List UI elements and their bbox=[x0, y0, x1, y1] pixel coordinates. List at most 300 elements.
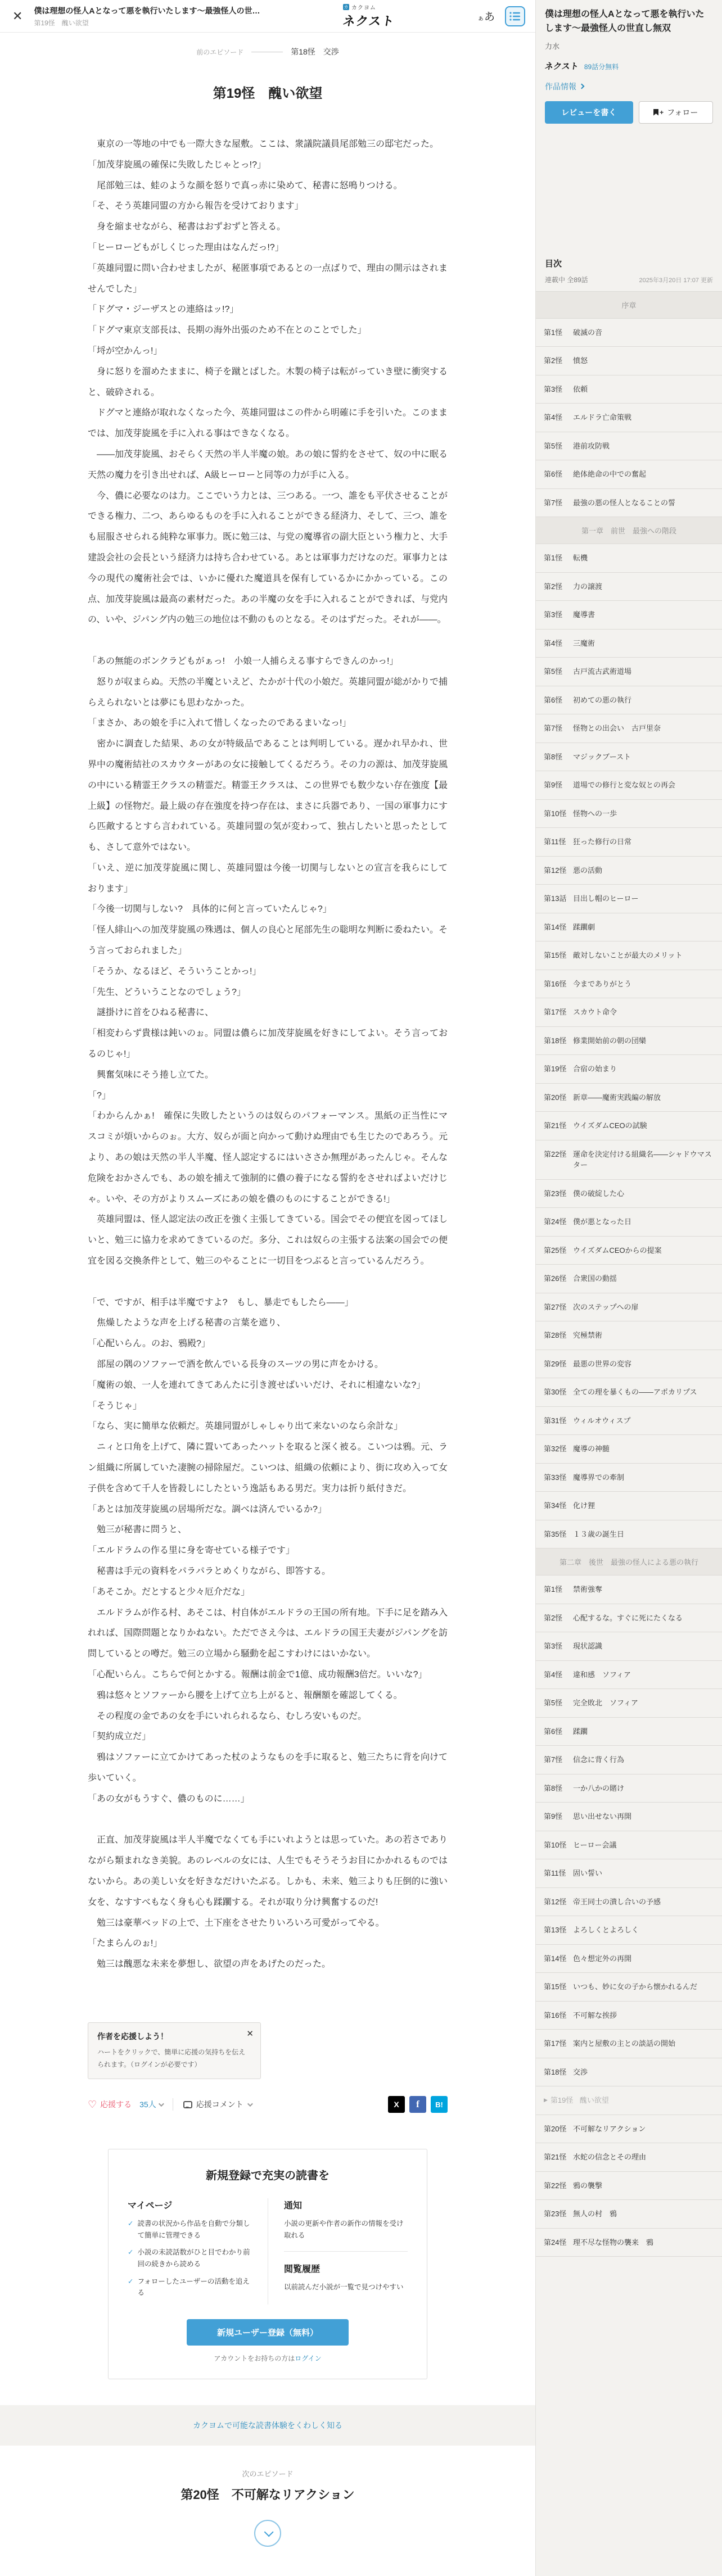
paragraph: 英雄同盟は、怪人認定法の改正を強く主張してきている。国会でその便宜を図ってほしいと、勉三に協力を求めてきているのだ。多分、これは奴らの主張する法案の国会での便宜を図る交換条件として、勉三のやることに一切目をつぶると言っているんだろう。 bbox=[88, 1215, 448, 1266]
episode-title: 敵対しないことが最大のメリット bbox=[573, 951, 683, 960]
sidebar-author[interactable]: 力水 bbox=[545, 42, 560, 51]
paragraph: ニィと口角を上げて、隣に置いてあったハットを取ると深く被る。こいつは鴉。元、ラン組織に所属していた凄腕の掃除屋だ。こいつは、組織の依頼により、街に攻め入って女子供を含めて千人を皆殺しにしたという逸話もある男だ。実力は折り紙付きだ。 bbox=[88, 1442, 448, 1493]
paragraph: 「わからんかぁ! 確保に失敗したというのは奴らのパフォーマンス。黒紙の正当性にマスコミが煩いからのぉ。大方、奴らが面と向かって動けぬ理由でも生じたのであろう。元より、あの娘は天然の半人半魔、怪人認定するにはいささか無理があったんじゃ。そんな危険をおかさんでも、あの娘を捕えて強制的に儂の養子になる誓約をさせればよいだけじゃ。いや、その方がよりスムーズにあの娘を儂のものにすることができる!」 bbox=[88, 1111, 448, 1204]
toc-section-header: 序章 bbox=[536, 292, 722, 319]
episode-title: 帝王同士の潰し合いの予感 bbox=[573, 1897, 661, 1906]
toc-item[interactable] bbox=[536, 1774, 722, 1803]
paragraph: 身に怒りを溜めたままに、椅子を蹴とばした。木製の椅子は転がっていき壁に衝突すると、破砕される。 bbox=[88, 366, 448, 397]
signup-button-wrap bbox=[128, 2319, 408, 2346]
episode-title: 固い誓い bbox=[573, 1869, 603, 1878]
next-wordmark: ネクスト bbox=[341, 14, 396, 28]
history-title: 閲覧履歴 bbox=[284, 2265, 321, 2275]
toc-item[interactable] bbox=[536, 1803, 722, 1831]
paragraph: その程度の金であの女を手にいれられるなら、むしろ安いものだ。 bbox=[88, 1711, 367, 1721]
episode-number: 第11怪 bbox=[544, 1869, 566, 1878]
episode-title: 全ての理を暴くもの――アポカリプス bbox=[573, 1388, 697, 1397]
episode-title: １３歳の誕生日 bbox=[573, 1529, 625, 1538]
episode-title: 不可解なリアクション bbox=[573, 2124, 646, 2133]
follow-button[interactable] bbox=[639, 101, 713, 124]
paragraph: 部屋の隅のソファーで酒を飲んでいる長身のスーツの男に声をかける。 bbox=[88, 1360, 383, 1370]
paragraph: 密かに調査した結果、あの女が特級品であることは判明している。遅かれ早かれ、世界中の魔術結社のスカウターがあの女に接触してくるだろう。その力の源は、加茂芽旋風の中にいる精霊王クラスの精霊だ。精霊王クラスは、この世界でも数少ない存在強度【最上級】の怪物だ。最上級の存在強度を持つ存在は、まさに兵器であり、一国の軍事力にすら匹敵するとすら言われている。英雄同盟の気が変わって、独占したいと思ったとしても、さして意外ではない。 bbox=[88, 739, 448, 853]
episode-title: 道場での修行と変な奴との再会 bbox=[573, 781, 676, 790]
next-logo-small: ネクスト bbox=[544, 61, 579, 71]
notice-title: 通知 bbox=[284, 2201, 303, 2211]
episode-number: 第9怪 bbox=[544, 781, 563, 790]
work-info-label: 作品情報 bbox=[545, 82, 576, 91]
cheer-section bbox=[88, 2022, 448, 2113]
episode-number: 第3怪 bbox=[544, 610, 563, 619]
next-episode-title: 第20怪 不可解なリアクション bbox=[180, 2487, 355, 2502]
episode-title: 怪物との出会い 古戸里奈 bbox=[573, 724, 661, 733]
episode-title: 理不尽な怪物の襲来 鴉 bbox=[573, 2238, 654, 2247]
toc-item[interactable] bbox=[536, 1265, 722, 1293]
episode-title: 憤怒 bbox=[573, 356, 588, 365]
font-size-button[interactable] bbox=[477, 8, 495, 24]
episode-number: 第6怪 bbox=[544, 1727, 563, 1736]
paragraph bbox=[88, 1272, 448, 1293]
toc-item[interactable] bbox=[536, 1520, 722, 1549]
login-prefix: アカウントをお持ちの方は bbox=[214, 2354, 295, 2362]
paragraph: 「あの無能のボンクラどもがぁっ! 小娘一人捕らえる事すらできんのかっ!」 bbox=[88, 656, 399, 666]
toc-item[interactable] bbox=[536, 1027, 722, 1056]
paragraph: 「ドグマ東京支部長は、長期の海外出張のため不在とのことでした」 bbox=[88, 325, 367, 336]
previous-episode-title: 第18怪 交渉 bbox=[291, 47, 339, 56]
episode-number: 第4怪 bbox=[544, 639, 563, 648]
episode-title: 現状認識 bbox=[573, 1642, 603, 1651]
episode-title: 港前攻防戦 bbox=[573, 441, 610, 450]
episode-title: 違和感 ソフィア bbox=[573, 1670, 631, 1679]
chevron-right-icon bbox=[579, 84, 585, 89]
episode-title: 不可解な挨拶 bbox=[573, 2011, 617, 2020]
episode-number: 第28怪 bbox=[544, 1331, 567, 1340]
work-info-link[interactable] bbox=[545, 81, 713, 92]
close-icon[interactable]: ✕ bbox=[246, 2029, 254, 2039]
episode-number: 第2怪 bbox=[544, 1613, 563, 1622]
episode-number: 第3怪 bbox=[544, 384, 563, 393]
toc-item[interactable] bbox=[536, 404, 722, 432]
paragraph: 「まさか、あの娘を手に入れて惜しくなったのであるまいなっ!」 bbox=[88, 718, 351, 728]
toc-item[interactable] bbox=[536, 941, 722, 970]
episode-number: 第21怪 bbox=[544, 2153, 567, 2162]
notice-text: 小説の更新や作者の新作の情報を受け取れる bbox=[284, 2220, 404, 2239]
write-review-button[interactable]: レビューを書く bbox=[545, 101, 633, 124]
toc-item[interactable] bbox=[536, 828, 722, 857]
paragraph: 「ドグマ・ジーザスとの連絡はッ!?」 bbox=[88, 305, 239, 315]
checklist-item bbox=[128, 2247, 254, 2270]
toc-item[interactable] bbox=[536, 800, 722, 829]
toc-section-header: 第二章 後世 最強の怪人による悪の執行 bbox=[536, 1549, 722, 1576]
toc-item[interactable] bbox=[536, 1945, 722, 1973]
checklist-item bbox=[128, 2218, 254, 2241]
checklist-text: フォローしたユーザーの活動を追える bbox=[137, 2277, 250, 2297]
episode-number: 第20怪 bbox=[544, 2124, 567, 2133]
cheer-comments-dropdown[interactable] bbox=[183, 2099, 251, 2110]
episode-article bbox=[88, 82, 448, 1975]
toc-item[interactable] bbox=[536, 885, 722, 913]
toc-item[interactable] bbox=[536, 1689, 722, 1718]
paragraph: 「契約成立だ」 bbox=[88, 1732, 151, 1742]
toc-item[interactable] bbox=[536, 1180, 722, 1208]
episode-title: ウイズダムCEOからの提案 bbox=[573, 1246, 662, 1255]
episode-title: 鴉の襲撃 bbox=[573, 2181, 603, 2190]
episode-title: 僕が悪となった日 bbox=[573, 1217, 632, 1226]
toc-item[interactable] bbox=[536, 1661, 722, 1690]
toc-item[interactable] bbox=[536, 1237, 722, 1265]
episode-title: 目出し帽のヒーロー bbox=[573, 894, 639, 903]
episode-title: 思い出せない再開 bbox=[573, 1812, 632, 1821]
chevron-down-icon bbox=[247, 2101, 253, 2107]
episode-title: 最強の悪の怪人となることの誓 bbox=[573, 498, 676, 507]
toc-item[interactable] bbox=[536, 544, 722, 573]
episode-number: 第16怪 bbox=[544, 2011, 567, 2020]
check-icon: ✓ bbox=[128, 2277, 134, 2285]
toc-item[interactable] bbox=[536, 630, 722, 658]
paragraph: 勉三が秘書に問うと、 bbox=[88, 1525, 187, 1535]
updated-date: 2025年3月20日 17:07 更新 bbox=[639, 277, 713, 284]
episode-title: よろしくとよろしく bbox=[573, 1926, 639, 1935]
paragraph: 「そうか、なるほど、そういうことかっ!」 bbox=[88, 966, 261, 976]
episode-number: 第1怪 bbox=[544, 328, 563, 337]
toc-item[interactable] bbox=[536, 857, 722, 885]
paragraph: 尾部勉三は、蛙のような顔を怒りで真っ赤に染めて、秘書に怒鳴りつける。 bbox=[88, 180, 403, 191]
episode-title: 怪物への一歩 bbox=[573, 809, 617, 818]
toc-item[interactable] bbox=[536, 1746, 722, 1774]
toc-item[interactable] bbox=[536, 460, 722, 489]
episode-number: 第24怪 bbox=[544, 1217, 567, 1226]
paragraph: 「たまらんのぉ!」 bbox=[88, 1939, 163, 1949]
toc-item[interactable] bbox=[536, 1378, 722, 1407]
toc-item[interactable] bbox=[536, 1831, 722, 1860]
episode-number: 第17怪 bbox=[544, 2039, 567, 2048]
sidebar-work-title[interactable]: 僕は理想の怪人Aとなって悪を執行いたします～最強怪人の世直し無双 bbox=[545, 10, 705, 33]
toc-title: 目次 bbox=[545, 259, 562, 269]
toc-item[interactable] bbox=[536, 658, 722, 686]
episode-number: 第4怪 bbox=[544, 413, 563, 422]
paragraph: 鴉は悠々とソファーから腰を上げて立ち上がると、報酬額を確認してくる。 bbox=[88, 1690, 403, 1700]
kakuyomu-info-band bbox=[0, 2405, 535, 2446]
toc-item[interactable] bbox=[536, 714, 722, 743]
paragraph: 「心配いらん。のお、鴉殿?」 bbox=[88, 1339, 210, 1349]
episode-title: 破滅の音 bbox=[573, 328, 603, 337]
episode-title: 魔導の神髄 bbox=[573, 1445, 610, 1454]
signup-title: 新規登録で充実の読書を bbox=[206, 2170, 330, 2183]
episode-number: 第33怪 bbox=[544, 1473, 567, 1482]
episode-title: 三魔術 bbox=[573, 639, 595, 648]
toc-item[interactable] bbox=[536, 913, 722, 942]
signup-card bbox=[108, 2149, 427, 2379]
toc-item[interactable] bbox=[536, 1492, 722, 1520]
cheer-button[interactable] bbox=[88, 2099, 132, 2111]
episode-title: 古戸流古武術道場 bbox=[573, 667, 632, 676]
toc-item[interactable] bbox=[536, 2002, 722, 2030]
previous-episode-link[interactable] bbox=[0, 33, 535, 63]
episode-body bbox=[88, 134, 448, 1975]
comment-bubble-icon bbox=[183, 2101, 192, 2108]
episode-number: 第13怪 bbox=[544, 1926, 567, 1935]
episode-title: 僕の破綻した心 bbox=[573, 1189, 625, 1198]
episode-title: 信念に背く行為 bbox=[573, 1755, 625, 1764]
episode-number: 第24怪 bbox=[544, 2238, 567, 2247]
kakuyomu-badge-icon: カ bbox=[344, 4, 349, 10]
episode-title: 化け狸 bbox=[573, 1501, 595, 1510]
episode-title: 蹂躙劇 bbox=[573, 922, 595, 931]
check-icon: ✓ bbox=[128, 2220, 134, 2228]
paragraph: 勉三は醜悪な未来を夢想し、欲望の声をあげたのだった。 bbox=[88, 1959, 331, 1970]
episode-title: 悪の活動 bbox=[573, 866, 603, 875]
paragraph: ドグマと連絡が取れなくなった今、英雄同盟はこの件から明確に手を引いた。このままでは、加茂芽旋風を手に入れる事はできなくなる。 bbox=[88, 408, 448, 439]
kakuyomu-logo-row bbox=[343, 3, 395, 11]
episode-number: 第6怪 bbox=[544, 695, 563, 704]
episode-number: 第12怪 bbox=[544, 1897, 567, 1906]
toc-item[interactable] bbox=[536, 970, 722, 999]
history-text: 以前読んだ小説が一覧で見つけやすい bbox=[284, 2283, 404, 2292]
login-link[interactable]: ログイン bbox=[295, 2354, 322, 2362]
checklist-text: 読書の状況から作品を自動で分類して簡単に管理できる bbox=[137, 2220, 250, 2239]
episode-number: 第15怪 bbox=[544, 951, 567, 960]
toc-item[interactable] bbox=[536, 1435, 722, 1464]
episode-number: 第14怪 bbox=[544, 922, 567, 931]
toc-item[interactable] bbox=[536, 743, 722, 772]
toc-item[interactable] bbox=[536, 489, 722, 518]
serial-status: 連載中 全89話 bbox=[545, 275, 588, 284]
cheer-count-dropdown[interactable] bbox=[139, 2099, 163, 2110]
next-episode-label: 次のエピソード bbox=[242, 2469, 294, 2478]
toc-item[interactable] bbox=[536, 319, 722, 347]
topbar-titles bbox=[34, 5, 260, 28]
episode-title: ヒーロー会議 bbox=[573, 1840, 617, 1849]
episode-number: 第1怪 bbox=[544, 1585, 563, 1594]
paragraph: エルドラムが作る村、あそこは、村自体がエルドラの王国の所有地。下手に足を踏み入れれば、国際問題となりかねない。ただでさえ今は、エルドラの国王夫妻がジパングを訪問しているとの噂だ。勉三の立場から騒動を起こすわけにはいかない。 bbox=[88, 1608, 448, 1659]
episode-title: 力の譲渡 bbox=[573, 582, 603, 591]
paragraph: 鴉はソファーに立てかけてあった杖のようなものを手に取ると、勉三たちに背を向けて歩いていく。 bbox=[88, 1753, 448, 1783]
toc-item[interactable] bbox=[536, 2143, 722, 2172]
toc-item[interactable] bbox=[536, 686, 722, 715]
toc-item[interactable] bbox=[536, 347, 722, 375]
episode-title: 禁術強奪 bbox=[573, 1585, 603, 1594]
paragraph: 「で、ですが、相手は半魔ですよ? もし、暴走でもしたら――」 bbox=[88, 1297, 354, 1307]
toc-item[interactable] bbox=[536, 1140, 722, 1180]
toc-item[interactable] bbox=[536, 1718, 722, 1746]
episode-number: 第2怪 bbox=[544, 582, 563, 591]
episode-number: 第8怪 bbox=[544, 1783, 563, 1792]
episode-title: エルドラ亡命策戦 bbox=[573, 413, 632, 422]
episode-title: 究極禁術 bbox=[573, 1331, 603, 1340]
paragraph: 「ヒーローどもがしくじった理由はなんだっ!?」 bbox=[88, 242, 284, 252]
episode-number: 第3怪 bbox=[544, 1642, 563, 1651]
episode-title: 転機 bbox=[573, 554, 588, 563]
toc-item-current[interactable] bbox=[536, 2086, 722, 2115]
episode-title: 最悪の世界の変容 bbox=[573, 1359, 632, 1368]
episode-title: 完全敗北 ソフィア bbox=[573, 1699, 638, 1708]
paragraph: 謎掛けに首をひねる秘書に、 bbox=[88, 1008, 214, 1018]
paragraph: 東京の一等地の中でも一際大きな屋敷。ここは、衆議院議員尾部勉三の邸宅だった。 bbox=[88, 139, 439, 149]
toc-item[interactable] bbox=[536, 601, 722, 630]
paragraph: 「エルドラムの作る里に身を寄せている様子です」 bbox=[88, 1546, 295, 1556]
toc-item[interactable] bbox=[536, 1859, 722, 1888]
episode-number: 第5怪 bbox=[544, 441, 563, 450]
episode-title: 修業開始前の朝の団欒 bbox=[573, 1036, 647, 1045]
mypage-title: マイページ bbox=[128, 2201, 173, 2211]
heart-icon: ♡ bbox=[88, 2098, 97, 2110]
episode-number: 第22怪 bbox=[544, 2181, 567, 2190]
episode-number: 第5怪 bbox=[544, 1699, 563, 1708]
checklist-item bbox=[128, 2276, 254, 2299]
signup-columns bbox=[128, 2198, 408, 2305]
toc-item[interactable] bbox=[536, 2115, 722, 2144]
paragraph bbox=[88, 631, 448, 651]
current-episode-label: 第19怪 醜い欲望 bbox=[34, 19, 89, 27]
kakuyomu-experience-link[interactable]: カクヨムで可能な読書体験をくわしく知る bbox=[193, 2420, 342, 2430]
episode-number: 第22怪 bbox=[544, 1149, 567, 1158]
paragraph: 「いえ、逆に加茂芽旋風に関し、英雄同盟は今後一切関与しないとの宣言を我らにしております」 bbox=[88, 863, 448, 894]
next-episode-button[interactable] bbox=[254, 2520, 281, 2547]
previous-episode-label: 前のエピソード bbox=[196, 48, 244, 56]
toc-item[interactable] bbox=[536, 2058, 722, 2087]
toc-item[interactable] bbox=[536, 2229, 722, 2257]
login-line bbox=[128, 2353, 408, 2363]
toc-item[interactable] bbox=[536, 375, 722, 404]
paragraph: 「怪人緋山への加茂芽旋風の殊遇は、個人の良心と尾部先生の聡明な判断に委ねたい。そう言っておられました」 bbox=[88, 925, 448, 956]
paragraph: 正直、加茂芽旋風は半人半魔でなくても手にいれようとは思っていた。あの若さでありながら類まれなき美貌。あのレベルの女には、人生でもそうそうお目にかかれるものではないから。あの美しい女を好きなだけいたぶる。しかも、未来、勉三よりも圧倒的に強い女を、なすすべもなく身も心も蹂躙する。それが取り分け興奮するのだ! bbox=[88, 1835, 448, 1907]
toc-item[interactable] bbox=[536, 1084, 722, 1112]
toc-item[interactable] bbox=[536, 2200, 722, 2229]
episode-number: 第13話 bbox=[544, 894, 567, 903]
toc-item[interactable] bbox=[536, 1321, 722, 1350]
paragraph: 「英雄同盟に問い合わせましたが、秘匿事項であるとの一点ばりで、理由の開示はされませんでした」 bbox=[88, 263, 448, 294]
episode-number: 第18怪 bbox=[544, 2067, 567, 2076]
sidebar-buttons bbox=[545, 101, 713, 124]
episode-title: 合衆国の動揺 bbox=[573, 1274, 617, 1283]
kakuyomu-wordmark: カクヨム bbox=[351, 5, 376, 11]
checklist-text: 小説の未読話数がひと目でわかり前回の続きから読める bbox=[137, 2248, 250, 2268]
episode-title: 狂った修行の日常 bbox=[573, 837, 632, 846]
episode-title: 新章――魔術実践編の解放 bbox=[573, 1093, 661, 1102]
episode-number: 第17怪 bbox=[544, 1008, 567, 1017]
paragraph: 興奮気味にそう捲し立てた。 bbox=[88, 1070, 214, 1080]
share-hatena-button[interactable]: B! bbox=[431, 2096, 448, 2113]
toc-item[interactable] bbox=[536, 1888, 722, 1917]
chevron-down-icon bbox=[264, 2527, 274, 2537]
list-icon bbox=[509, 11, 521, 21]
episode-title: 依頼 bbox=[573, 384, 588, 393]
episode-title: マジックブースト bbox=[573, 752, 631, 761]
toc-item[interactable] bbox=[536, 1407, 722, 1436]
paragraph: 身を縮ませながら、秘書はおずおずと答える。 bbox=[88, 222, 286, 232]
paragraph: 勉三は豪華ベッドの上で、土下座をさせたりいろいろ可愛がってやる。 bbox=[88, 1918, 385, 1928]
episode-number: 第7怪 bbox=[544, 724, 563, 733]
episode-title: 心配するな。すぐに死にたくなる bbox=[573, 1613, 683, 1622]
paragraph: 秘書は手元の資料をパラパラとめくりながら、即答する。 bbox=[88, 1566, 331, 1576]
toc-toggle-button[interactable] bbox=[505, 6, 525, 26]
episode-title: 運命を決定付ける組織名――シャドウマスター bbox=[573, 1149, 712, 1170]
plus-icon: + bbox=[660, 108, 664, 116]
signup-mypage-column bbox=[128, 2198, 268, 2305]
episode-title: 次のステップへの扉 bbox=[573, 1302, 639, 1311]
share-x-button[interactable]: X bbox=[388, 2096, 405, 2113]
paragraph: ――加茂芽旋風、おそらく天然の半人半魔の娘。あの娘に誓約をさせて、奴の中に眠る天然の魔力を引き出せれば、A級ヒーローと同等の力が手に入る。 bbox=[88, 449, 448, 480]
episode-number: 第29怪 bbox=[544, 1359, 567, 1368]
episode-number: 第23怪 bbox=[544, 1189, 567, 1198]
episode-number: 第7怪 bbox=[544, 498, 563, 507]
toc-item[interactable] bbox=[536, 771, 722, 800]
paragraph bbox=[88, 1810, 448, 1831]
toc-item[interactable] bbox=[536, 1055, 722, 1084]
toc-item[interactable] bbox=[536, 1208, 722, 1237]
toc-list bbox=[536, 291, 722, 2257]
share-facebook-button[interactable]: f bbox=[409, 2096, 426, 2113]
toc-item[interactable] bbox=[536, 998, 722, 1027]
free-episodes-link[interactable]: 89話分無料 bbox=[584, 62, 619, 71]
sidebar-next-row bbox=[545, 60, 713, 72]
follow-button-label: フォロー bbox=[667, 107, 698, 117]
toc-item[interactable] bbox=[536, 1632, 722, 1661]
episode-number: 第25怪 bbox=[544, 1246, 567, 1255]
mypage-checklist bbox=[128, 2218, 254, 2299]
episode-number: 第7怪 bbox=[544, 1755, 563, 1764]
episode-number: 第18怪 bbox=[544, 1036, 567, 1045]
episode-number: 第14怪 bbox=[544, 1954, 567, 1963]
toc-status-row bbox=[545, 275, 713, 291]
episode-number: 第8怪 bbox=[544, 752, 563, 761]
current-episode-marker: ▶ bbox=[544, 2097, 548, 2103]
episode-number: 第34怪 bbox=[544, 1501, 567, 1510]
toc-item[interactable] bbox=[536, 2172, 722, 2201]
episode-title: 魔導書 bbox=[573, 610, 595, 619]
cheer-popover bbox=[88, 2022, 261, 2079]
episode-title: 初めての悪の執行 bbox=[573, 695, 632, 704]
toc-item[interactable] bbox=[536, 1350, 722, 1379]
toc-item[interactable] bbox=[536, 1973, 722, 2002]
episode-number: 第30怪 bbox=[544, 1388, 567, 1397]
toc-item[interactable] bbox=[536, 1916, 722, 1945]
paragraph: 今、儂に必要なのは力。ここでいう力とは、三つある。一つ、誰をも平伏させることができる権力、二つ、あらゆるものを手に入れることができる経済力、そして、三つ、誰をも屈服させられる純粋な軍事力。既に勉三は、与党の魔導省の副大臣という権力と、大手建設会社の会長という経済力は持ち合わせている。あとは軍事力だけなのだ。軍事力とは今の現代の魔術社会では、いかに優れた魔道具を保有しているかにかかっている。この点、加茂芽旋風は最高の素材だった。あの半魔の女を手に入れることができれば、与党内の、いや、ジパング内の勉三の地位は不動のものとなる。そのはずだった。それが――。 bbox=[88, 491, 448, 625]
cheer-actions-row bbox=[88, 2096, 448, 2113]
toc-item[interactable] bbox=[536, 432, 722, 461]
episode-title: スカウト命令 bbox=[573, 1008, 617, 1017]
episode-title: 合宿の始まり bbox=[573, 1065, 617, 1074]
episode-number: 第10怪 bbox=[544, 1840, 567, 1849]
toc-item[interactable] bbox=[536, 2030, 722, 2058]
episode-title: 今までありがとう bbox=[573, 979, 632, 988]
episode-title: 醜い欲望 bbox=[579, 2096, 609, 2105]
episode-number: 第4怪 bbox=[544, 1670, 563, 1679]
toc-item[interactable] bbox=[536, 573, 722, 601]
work-title-truncated: 僕は理想の怪人Aとなって悪を執行いたします～最強怪人の世… bbox=[34, 6, 260, 15]
register-button[interactable]: 新規ユーザー登録（無料） bbox=[187, 2319, 349, 2346]
episode-title: ウィルオウィスプ bbox=[573, 1416, 631, 1425]
episode-title: 案内と屋敷の主との談話の開始 bbox=[573, 2039, 676, 2048]
kakuyomu-next-logo[interactable] bbox=[343, 3, 395, 29]
paragraph: 「加茂芽旋風の確保に失敗したじゃとっ!?」 bbox=[88, 160, 267, 170]
paragraph: 「あとは加茂芽旋風の居場所だな。調べは済んでいるか?」 bbox=[88, 1504, 327, 1514]
paragraph: 「?」 bbox=[88, 1090, 111, 1101]
toc-item[interactable] bbox=[536, 1293, 722, 1322]
next-episode-footer bbox=[0, 2446, 535, 2576]
episode-number: 第5怪 bbox=[544, 667, 563, 676]
bookmark-icon bbox=[653, 109, 658, 116]
close-button[interactable]: ✕ bbox=[10, 8, 25, 25]
toc-item[interactable] bbox=[536, 1464, 722, 1492]
toc-item[interactable] bbox=[536, 1112, 722, 1140]
reader-topbar bbox=[0, 0, 535, 33]
toc-sidebar bbox=[535, 0, 722, 2576]
toc-item[interactable] bbox=[536, 1604, 722, 1633]
font-size-big-glyph: あ bbox=[484, 11, 495, 23]
toc-item[interactable] bbox=[536, 1576, 722, 1604]
paragraph: 「あの女がもうすぐ、儂のものに……」 bbox=[88, 1794, 250, 1804]
episode-title: 蹂躙 bbox=[573, 1727, 588, 1736]
cheer-button-label: 応援する bbox=[100, 2100, 132, 2109]
